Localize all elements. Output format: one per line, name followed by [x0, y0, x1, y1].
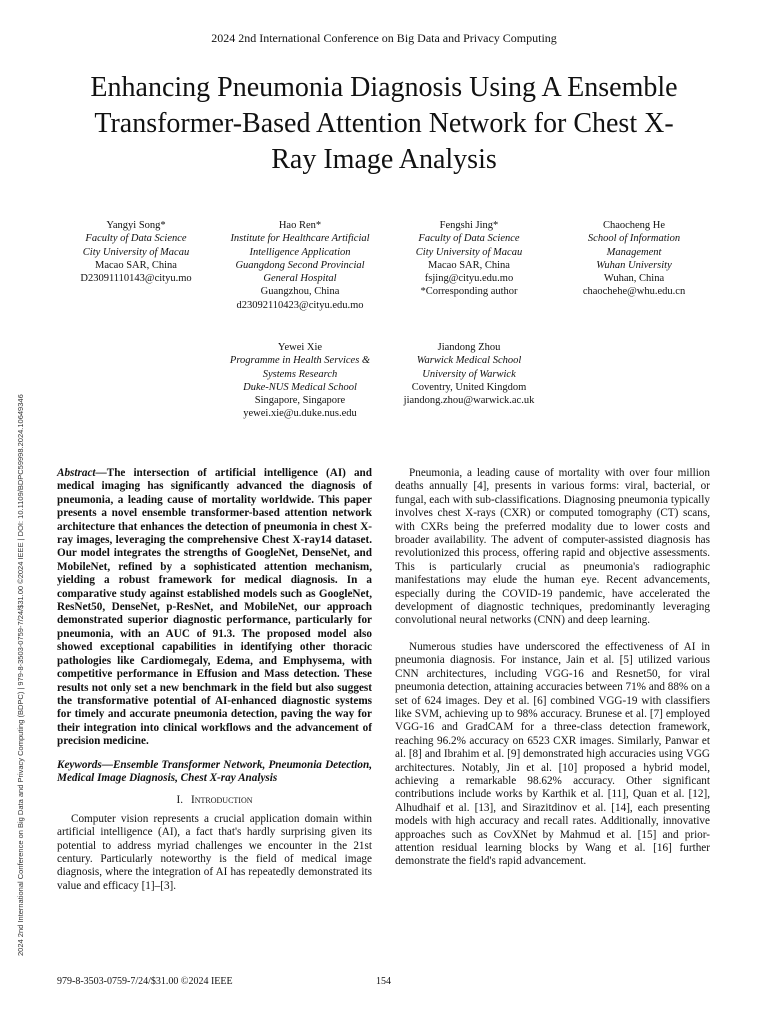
title-line: Transformer-Based Attention Network for Chest X- — [94, 108, 674, 139]
author-affiliation: Institute for Healthcare Artificial — [230, 233, 370, 245]
author-block — [394, 219, 544, 299]
author-name: Hao Ren* — [278, 220, 322, 231]
keywords-text: —Ensemble Transformer Network, Pneumonia Detection, Medical Image Diagnosis, Chest X-ray Analysis — [57, 758, 372, 784]
author-affiliation: Duke-NUS Medical School — [243, 381, 357, 393]
left-column — [57, 467, 372, 893]
intro-paragraph: Computer vision represents a crucial application domain within artificial intelligence (AI), a fact that's hardly surprising given its potential to address myriad challenges we encounter in the 21st century. Particularly noteworthy is the field of medical image diagnosis, where the integration of AI has repeatedly demonstrated its value and efficacy [1]–[3]. — [57, 812, 372, 892]
author-location: Coventry, United Kingdom — [411, 381, 527, 393]
author-affiliation: Programme in Health Services & — [229, 355, 371, 367]
section-number: I. — [176, 794, 184, 807]
author-affiliation: Management — [606, 246, 662, 258]
author-affiliation: Systems Research — [262, 368, 338, 380]
title-line: Ray Image Analysis — [271, 144, 497, 175]
author-block — [394, 341, 544, 407]
title-line: Enhancing Pneumonia Diagnosis Using A Ensemble — [90, 72, 678, 103]
corresponding-note: *Corresponding author — [420, 286, 518, 298]
author-affiliation: Faculty of Data Science — [85, 233, 187, 245]
author-affiliation: Intelligence Application — [249, 246, 351, 258]
author-location: Wuhan, China — [603, 273, 665, 285]
author-affiliation: School of Information — [587, 233, 681, 245]
footer-copyright: 979-8-3503-0759-7/24/$31.00 ©2024 IEEE — [57, 976, 233, 987]
author-affiliation: City University of Macau — [82, 246, 190, 258]
author-location: Guangzhou, China — [260, 286, 340, 298]
conference-header: 2024 2nd International Conference on Big Data and Privacy Computing — [211, 31, 557, 45]
author-block — [560, 219, 708, 299]
author-name: Jiandong Zhou — [437, 342, 501, 353]
abstract-text: —The intersection of artificial intelligence (AI) and medical imaging has significantly advanced the diagnosis of pneumonia, a leading cause of mortality worldwide. This paper presents a novel ensemble transformer-based attention network architecture that enhances the detection of pneumonia in chest X-ray images, leveraging the comprehensive Chest X-ray14 dataset. Our model integrates the strengths of GoogleNet, DenseNet, and MobileNet, refined by a sophisticated attention mechanism, yielding a robust framework for medical diagnosis. In a comparative study against established models such as GoogleNet, ResNet50, DenseNet, p-ResNet, and MobileNet, our approach demonstrated superior diagnostic performance, particularly for pneumonia, with an AUC of 91.3. The proposed model also showed exceptional capabilities in identifying other thoracic pathologies like Cardiomegaly, Edema, and Emphysema, with competitive performance in Effusion and Mass detection. These results not only set a new benchmark in the field but also suggest the transformative potential of AI-enhanced diagnostic systems for timely and accurate pneumonia detection, paving the way for their integration into clinical workflows and the advancement of precision medicine. — [57, 467, 372, 748]
author-email: d23092110423@cityu.edu.mo — [236, 299, 364, 311]
body-paragraph: Numerous studies have underscored the effectiveness of AI in pneumonia diagnosis. For instance, Jain et al. [5] utilized various CNN architectures, including VGG-16 and Resnet50, for viral pneumonia detection, attaining accuracies between 71% and 88% on a set of 624 images. Dey et al. [6] combined VGG-19 with classifiers like SVM, achieving up to 98% accuracy. Brunese et al. [7] employed VGG-16 and GradCAM for a three-class detection framework, reaching 96.2% accuracy on 6523 CXR images. Similarly, Panwar et al. [8] and Ibrahim et al. [9] demonstrated high accuracies using VGG architectures. Notably, Jin et al. [10] proposed a hybrid model, achieving a remarkable 98.62% accuracy. Other significant contributions include works by Karthik et al. [11], Quan et al. [12], Alhudhaif et al. [13], and Sirazitdinov et al. [14], each presenting models with high accuracy and recall rates. Additionally, innovative approaches such as CovXNet by Mahmud et al. [15] and prior-attention residual learning blocks by Wang et al. [16] further demonstrate the field's rapid advancement. — [395, 640, 710, 868]
author-email: yewei.xie@u.duke.nus.edu — [243, 408, 357, 420]
author-location: Singapore, Singapore — [254, 395, 346, 407]
keywords — [57, 759, 372, 786]
author-location: Macao SAR, China — [95, 259, 177, 271]
author-email: D23091110143@cityu.mo — [80, 273, 192, 285]
paper-title — [40, 70, 728, 178]
body-paragraph: Pneumonia, a leading cause of mortality with over four million deaths annually [4], presents in various forms: viral, bacterial, or fungal, each with sub-classifications. Diagnosing pneumonia typically involves chest X-rays (CXR) or computed tomography (CT) scans, with CXRs being the preferred modality due to lower costs and broader availability. The advent of computer-assisted diagnosis has revolutionized this process, offering rapid and objective assessments. This is particularly crucial as pneumonia's radiographic manifestations may elude the human eye. Recent advancements, especially during the COVID-19 pandemic, have accelerated the development of diagnostic techniques, predominantly leveraging convolutional neural networks (CNN) and deep learning. — [395, 467, 710, 627]
author-affiliation: General Hospital — [263, 273, 337, 285]
author-affiliation: City University of Macau — [415, 246, 523, 258]
right-column — [395, 467, 710, 869]
page-number: 154 — [376, 976, 391, 987]
abstract — [57, 467, 372, 749]
author-name: Chaocheng He — [602, 220, 666, 231]
keywords-label: Keywords — [57, 758, 102, 771]
author-block — [61, 219, 211, 285]
author-block — [222, 341, 378, 421]
author-email: fsjing@cityu.edu.mo — [424, 273, 514, 285]
author-email: jiandong.zhou@warwick.ac.uk — [403, 395, 535, 407]
author-affiliation: University of Warwick — [422, 368, 516, 380]
author-affiliation: Warwick Medical School — [416, 355, 522, 367]
author-affiliation: Wuhan University — [596, 259, 672, 271]
abstract-label: Abstract — [57, 467, 96, 479]
doi-sidebar: 2024 2nd International Conference on Big Data and Privacy Computing (BDPC) | 979-8-3503-0759-7/24/$31.00 ©2024 IEEE | DOI: 10.1109/BDPC59998.2024.10649346 — [16, 394, 25, 956]
author-location: Macao SAR, China — [428, 259, 510, 271]
section-heading — [57, 794, 372, 807]
author-affiliation: Faculty of Data Science — [418, 233, 520, 245]
author-name: Fengshi Jing* — [439, 220, 499, 231]
author-name: Yewei Xie — [277, 342, 323, 353]
author-email: chaochehe@whu.edu.cn — [582, 286, 686, 298]
author-block — [222, 219, 378, 312]
author-name: Yangyi Song* — [106, 220, 166, 231]
section-title: Introduction — [191, 794, 253, 807]
author-affiliation: Guangdong Second Provincial — [235, 259, 365, 271]
